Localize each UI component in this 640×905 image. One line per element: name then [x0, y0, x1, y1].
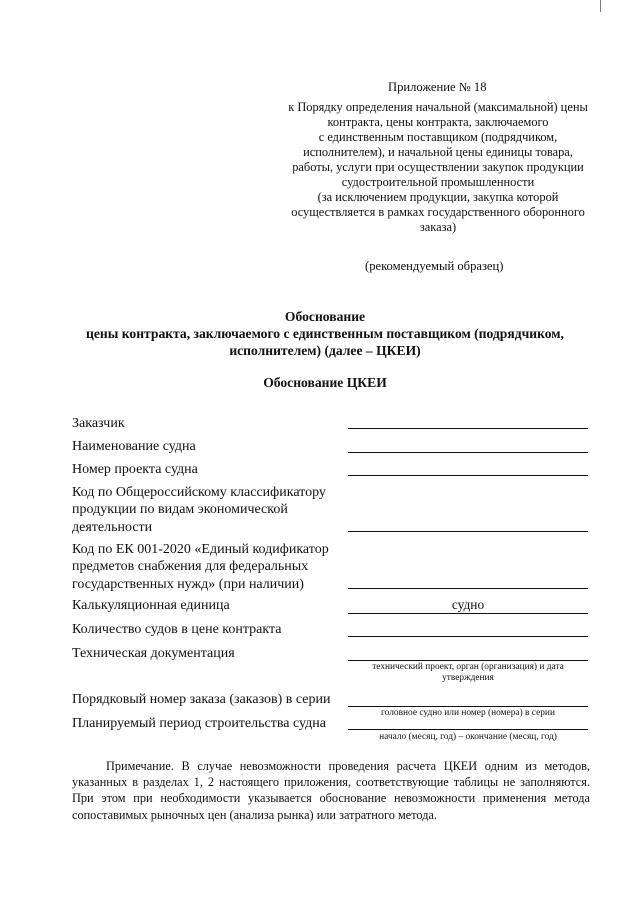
appendix-line: осуществляется в рамках государственного оборонного	[291, 205, 585, 219]
document-title	[40, 308, 610, 359]
appendix-line: работы, услуги при осуществлении закупок продукции	[292, 160, 584, 174]
appendix-line: заказа)	[419, 220, 457, 234]
calc-unit-label: Калькуляционная единица	[72, 598, 230, 613]
title-line: исполнителем) (далее – ЦКЕИ)	[229, 343, 421, 358]
build-period-field[interactable]	[348, 729, 588, 730]
ek-code-label: Код по ЕК 001-2020 «Единый кодификатор предметов снабжения для федеральных государственных нужд» (при наличии)	[72, 542, 329, 592]
appendix-line: к Порядку определения начальной (максимальной) цены	[288, 100, 588, 114]
ek-code-field[interactable]	[348, 588, 588, 589]
build-period-label: Планируемый период строительства судна	[72, 716, 326, 731]
order-number-label: Порядковый номер заказа (заказов) в серии	[72, 692, 331, 707]
appendix-number: Приложение № 18	[388, 80, 487, 94]
section-title: Обоснование ЦКЕИ	[263, 375, 387, 390]
appendix-line: (за исключением продукции, закупка которой	[317, 190, 559, 204]
appendix-line: судостроительной промышленности	[341, 175, 535, 189]
ship-count-label: Количество судов в цене контракта	[72, 622, 282, 637]
scan-artifact	[600, 0, 601, 12]
customer-label: Заказчик	[72, 416, 125, 431]
title-line: цены контракта, заключаемого с единственным поставщиком (подрядчиком,	[86, 326, 564, 341]
appendix-line: исполнителем), и начальной цены единицы товара,	[303, 145, 573, 159]
order-number-hint: головное судно или номер (номера) в серии	[381, 708, 555, 718]
project-number-field[interactable]	[348, 475, 588, 476]
appendix-line: с единственным поставщиком (подрядчиком,	[318, 130, 558, 144]
calc-unit-field[interactable]	[348, 613, 588, 614]
tech-docs-field[interactable]	[348, 660, 588, 661]
build-period-hint: начало (месяц, год) – окончание (месяц, год)	[379, 732, 557, 742]
calc-unit-value: судно	[451, 597, 485, 612]
note-text: Примечание. В случае невозможности проведения расчета ЦКЕИ одним из методов, указанных в разделах 1, 2 настоящего приложения, соответствующие таблицы не заполняются. При этом при необходимости указывается обоснование невозможности применения метода сопоставимых рыночных цен (анализа рынка) или затратного метода.	[72, 759, 590, 822]
okpd-code-label: Код по Общероссийскому классификатору продукции по видам экономической деятельности	[72, 485, 326, 535]
title-line: Обоснование	[284, 309, 366, 324]
okpd-code-field[interactable]	[348, 531, 588, 532]
sample-label: (рекомендуемый образец)	[365, 259, 504, 273]
order-number-field[interactable]	[348, 706, 588, 707]
tech-docs-hint: технический проект, орган (организация) и дата утверждения	[372, 662, 564, 684]
project-number-label: Номер проекта судна	[72, 462, 198, 477]
customer-field[interactable]	[348, 428, 588, 429]
ship-name-label: Наименование судна	[72, 439, 196, 454]
tech-docs-label: Техническая документация	[72, 646, 235, 661]
ship-name-field[interactable]	[348, 452, 588, 453]
appendix-reference	[288, 100, 588, 235]
ship-count-field[interactable]	[348, 636, 588, 637]
appendix-line: контракта, цены контракта, заключаемого	[327, 115, 549, 129]
